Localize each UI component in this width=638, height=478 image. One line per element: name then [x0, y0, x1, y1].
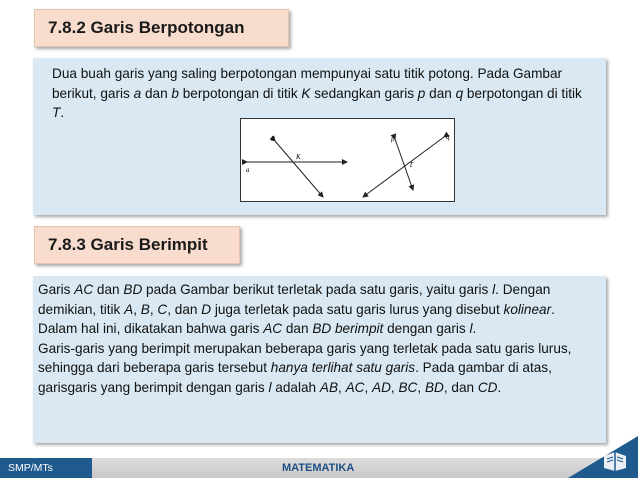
berimpit-text-segment: D: [201, 301, 212, 317]
label-p: p: [391, 135, 395, 143]
berimpit-text-segment: .: [497, 379, 502, 395]
berimpit-text-segment: AD: [372, 379, 391, 395]
berimpit-text-segment: B: [140, 301, 150, 317]
berimpit-text-segment: Garis: [38, 282, 75, 297]
section-title-text: 7.8.3 Garis Berimpit: [48, 235, 208, 254]
berpotongan-text-segment: dan: [141, 85, 172, 101]
berimpit-text-segment: l: [492, 282, 496, 297]
berimpit-text-segment: BD: [424, 379, 444, 395]
footer-subject-label: MATEMATIKA: [282, 462, 355, 474]
berimpit-text-segment: BD: [123, 282, 143, 297]
label-a: a: [246, 166, 250, 174]
berimpit-text-segment: BD berimpit: [312, 321, 384, 337]
label-q: q: [446, 133, 450, 141]
berimpit-text-segment: , dan: [443, 379, 478, 395]
berimpit-text-segment: . Pada gambar di atas, garisgaris yang berimpit dengan garis: [38, 360, 552, 395]
berpotongan-text-segment: Dua buah garis yang saling berpotongan mempunyai satu titik potong. Pada Gambar berikut, garis: [52, 66, 563, 101]
berimpit-text-segment: AC: [74, 282, 94, 297]
berimpit-text-segment: ,: [149, 301, 158, 317]
berimpit-text-segment: dan: [93, 282, 124, 297]
label-K: K: [296, 153, 301, 161]
berimpit-text-segment: l: [268, 379, 272, 395]
berpotongan-text-segment: a: [133, 85, 142, 101]
berimpit-text-segment: ,: [417, 379, 425, 395]
berimpit-text-segment: hanya terlihat satu garis: [270, 360, 416, 376]
figure-svg: [241, 119, 454, 201]
line-b: [275, 141, 323, 197]
berimpit-text-segment: AC: [263, 321, 283, 337]
berimpit-text-segment: Dalam hal ini, dikatakan bahwa garis: [38, 321, 264, 337]
berpotongan-text-segment: berpotongan di titik: [178, 85, 302, 101]
berimpit-text-segment: CD: [477, 379, 498, 395]
berimpit-text-segment: ,: [133, 301, 141, 317]
section-title-berpotongan: [34, 9, 289, 47]
berimpit-text-segment: ,: [364, 379, 373, 395]
berimpit-text-segment: adalah: [271, 379, 320, 395]
berimpit-text-segment: dengan garis: [383, 321, 470, 337]
section-title-berimpit: [34, 226, 240, 264]
berimpit-text-segment: ,: [338, 379, 346, 395]
berimpit-text-segment: juga terletak pada satu garis lurus yang disebut: [211, 301, 504, 317]
berpotongan-text-segment: dan: [425, 85, 456, 101]
berimpit-text-segment: .: [551, 301, 555, 317]
berimpit-text-segment: , dan: [167, 301, 202, 317]
label-T: T: [409, 161, 413, 169]
berimpit-text-segment: A: [124, 301, 134, 317]
footer-bar: [0, 458, 638, 478]
line-q: [363, 137, 444, 197]
berimpit-text-segment: l: [469, 321, 473, 337]
berimpit-text-segment: AB: [319, 379, 339, 395]
berimpit-text-segment: dan: [282, 321, 313, 337]
book-logo-icon: [602, 450, 628, 472]
berpotongan-text-segment: K: [301, 85, 311, 101]
berpotongan-text-segment: p: [417, 85, 426, 101]
berimpit-text-segment: BC: [398, 379, 418, 395]
label-b: b: [271, 135, 275, 143]
berimpit-text-segment: ,: [390, 379, 399, 395]
berpotongan-text-segment: q: [455, 85, 464, 101]
berimpit-text-segment: C: [157, 301, 168, 317]
berimpit-text-segment: kolinear: [503, 301, 552, 317]
paragraph-berimpit: [38, 280, 596, 398]
berimpit-text-segment: Garis-garis yang berimpit merupakan beberapa garis yang terletak pada satu garis lurus, sehingga dari beberapa garis tersebut: [38, 340, 572, 376]
content-box-berimpit: [33, 276, 606, 443]
berpotongan-text-segment: .: [60, 105, 65, 121]
berimpit-text-segment: AC: [345, 379, 365, 395]
paragraph-berpotongan: [52, 64, 596, 123]
section-title-text: 7.8.2 Garis Berpotongan: [48, 18, 245, 37]
berimpit-text-segment: .: [472, 321, 477, 337]
berimpit-text-segment: pada Gambar berikut terletak pada satu garis, yaitu garis: [142, 282, 493, 297]
berpotongan-text-segment: b: [171, 85, 179, 101]
berpotongan-text-segment: berpotongan di titik: [463, 85, 582, 101]
intersecting-lines-figure: [240, 118, 455, 202]
berpotongan-text-segment: T: [52, 105, 61, 121]
berimpit-text-segment: . Dengan demikian, titik: [38, 282, 551, 317]
berpotongan-text-segment: sedangkan garis: [310, 85, 418, 101]
footer-level-label: SMP/MTs: [0, 458, 92, 478]
